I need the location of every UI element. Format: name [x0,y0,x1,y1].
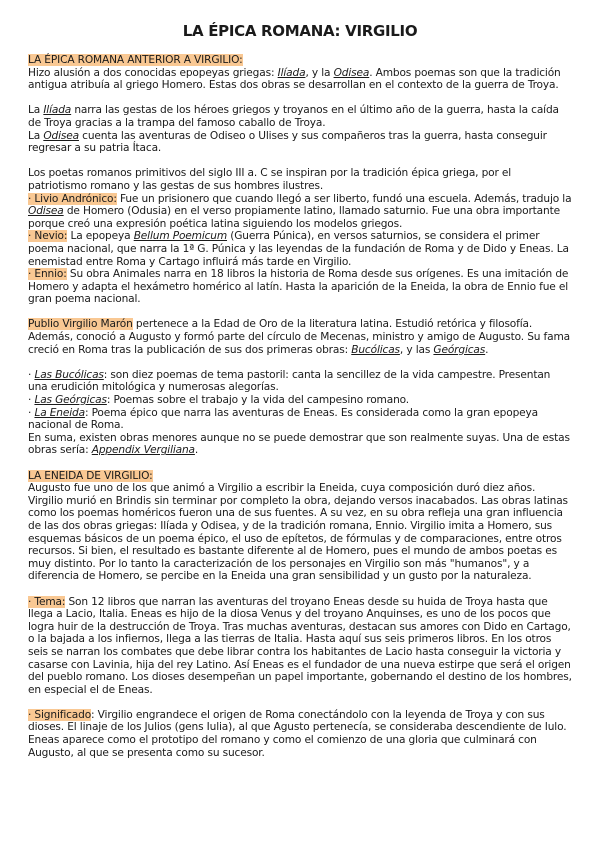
heading-highlight: LA ÉPICA ROMANA ANTERIOR A VIRGILIO: [28,54,243,66]
list-item-significado: · Significado: Virgilio engrandece el origen de Roma conectándolo con la leyenda de Troya y con sus dioses. El linaje de los Julios (gens Iulia), al que Agusto pertenecía, se consideraba descendiente de Iulo. Eneas aparece como el prototipo del romano y como el comienzo de una gloria que culminará con Augusto, al que se presenta como su sucesor. [28,708,567,759]
paragraph: La Odisea cuenta las aventuras de Odiseo o Ulises y sus compañeros tras la guerra, hasta conseguir regresar a su patria Ítaca. [28,129,547,155]
title-eneida: La Eneida [34,406,85,419]
label-highlight: · Ennio: [28,268,67,281]
list-item-bucolicas: · Las Bucólicas: son diez poemas de tema pastoril: canta la sencillez de la vida campestre. Presentan una erudición mitológica y numerosas alegorías. [28,368,551,394]
title-bucolicas: Bucólicas [351,343,400,356]
list-item-ennio: · Ennio: Su obra Animales narra en 18 libros la historia de Roma desde sus orígenes. Es una imitación de Homero y adapta el hexámetro homérico al latín. Hasta la aparición de la Eneida, la obra de Ennio fue el gran poema nacional. [28,268,569,306]
list-item-eneida: · La Eneida: Poema épico que narra las aventuras de Eneas. Es considerada como la gran epopeya nacional de Roma. [28,406,538,432]
label-highlight: · Livio Andrónico: [28,192,117,205]
heading-highlight: LA ENEIDA DE VIRGILIO: [28,469,153,482]
label-highlight: · Significado [28,708,92,721]
list-item-nevio: · Nevio: La epopeya Bellum Poemicum (Guerra Púnica), en versos saturnios, se considera el primer poema nacional, que narra la 1ª G. Púnica y las leyendas de la fundación de Roma y de Dido y Eneas. La enemistad entre Roma y Cartago influirá más tarde en Virgilio. [28,230,569,268]
paragraph: Los poetas romanos primitivos del siglo III a. C se inspiran por la tradición épica griega, por el patriotismo romano y las gestas de sus hombres ilustres. [28,167,512,192]
paragraph: En suma, existen obras menores aunque no se puede demostrar que son realmente suyas. Una de estas obras sería: Appendix Vergiliana. [28,431,570,457]
title-odisea: Odisea [333,66,370,79]
title-georgicas: Geórgicas [433,343,486,356]
list-item-livio: · Livio Andrónico: Fue un prisionero que cuando llegó a ser liberto, fundó una escuela. Además, tradujo la Odisea de Homero (Odusia) en el verso propiamente latino, llamado saturnio. Fue una obra importante porque creó una expresión poética latina siguiendo los modelos griegos. [28,192,572,230]
title-odisea: Odisea [28,205,64,218]
title-georgicas: Las Geórgicas [34,394,107,407]
title-appendix: Appendix Vergiliana [91,444,195,457]
label-highlight: · Tema: [28,595,66,608]
page-title: LA ÉPICA ROMANA: VIRGILIO [182,22,418,40]
title-iliada: Ilíada [43,104,72,117]
section-heading-epica-anterior [28,54,572,67]
paragraph: Augusto fue uno de los que animó a Virgilio a escribir la Eneida, cuya composición duró diez años. Virgilio murió en Brindis sin terminar por completo la obra, dejando versos inacabados. Las obras latinas como los poemas homéricos fueron una de sus fuentes. A su vez, en su obra refleja una gran influencia de las dos obras griegas: Ilíada y Odisea, y de la tradición romana, Ennio. Virgilio imita a Homero, sus esquemas básicos de un poema épico, el uso de epítetos, de fórmulas y de comparaciones, entre otros recursos. Si bien, el resultado es bastante diferente al de Homero, pues el mundo de ambos poetas es muy distinto. Por lo tanto la caracterización de los personajes en Virgilio son más "humanos", y a diferencia de Homero, se percibe en la Eneida una gran sensibilidad y un gusto por la naturaleza. [28,482,568,583]
paragraph: La Ilíada narra las gestas de los héroes griegos y troyanos en el último año de la guerra, hasta la caída de Troya gracias a la trampa del famoso caballo de Troya. [28,104,559,129]
section-heading-eneida [28,470,572,483]
name-highlight: Publio Virgilio Marón [28,318,133,331]
paragraph: Hizo alusión a dos conocidas epopeyas griegas: Ilíada, y la Odisea. Ambos poemas son que la tradición antigua atribuía al griego Homero. Estas dos obras se desarrollan en el contexto de la guerra de Troya. [28,66,561,92]
title-odisea: Odisea [43,129,79,142]
label-highlight: · Nevio: [28,230,68,243]
list-item-georgicas: · Las Geórgicas: Poemas sobre el trabajo y la vida del campesino romano. [28,394,409,407]
paragraph-virgilio: Publio Virgilio Marón pertenece a la Edad de Oro de la literatura latina. Estudió retórica y filosofía. Además, conoció a Augusto y formó parte del círculo de Mecenas, ministro y amigo de Augusto. Su fama creció en Roma tras la publicación de sus dos primeras obras: Bucólicas, y las Geórgicas. [28,318,570,356]
list-item-tema: · Tema: Son 12 libros que narran las aventuras del troyano Eneas desde su huida de Troya hasta que llega a Lacio, Italia. Eneas es hijo de la diosa Venus y del troyano Anquinses, es uno de los pocos que logra huir de la destrucción de Troya. Tras muchas aventuras, destacan sus amores con Dido en Cartago, o la bajada a los infiernos, llega a las tierras de Italia. Hasta aquí sus seis primeros libros. En los otros seis se narran los combates que debe librar contra los habitantes de Lacio hasta conseguir la victoria y casarse con Lavinia, hija del rey Latino. Así Eneas es el fundador de una nueva estirpe que será el origen del pueblo romano. Los dioses desempeñan un papel importante, gobernando el destino de los hombres, en especial el de Eneas. [28,595,572,696]
title-iliada: Ilíada [277,66,306,79]
title-bellum: Bellum Poemicum [133,230,228,243]
title-bucolicas: Las Bucólicas [34,368,104,381]
